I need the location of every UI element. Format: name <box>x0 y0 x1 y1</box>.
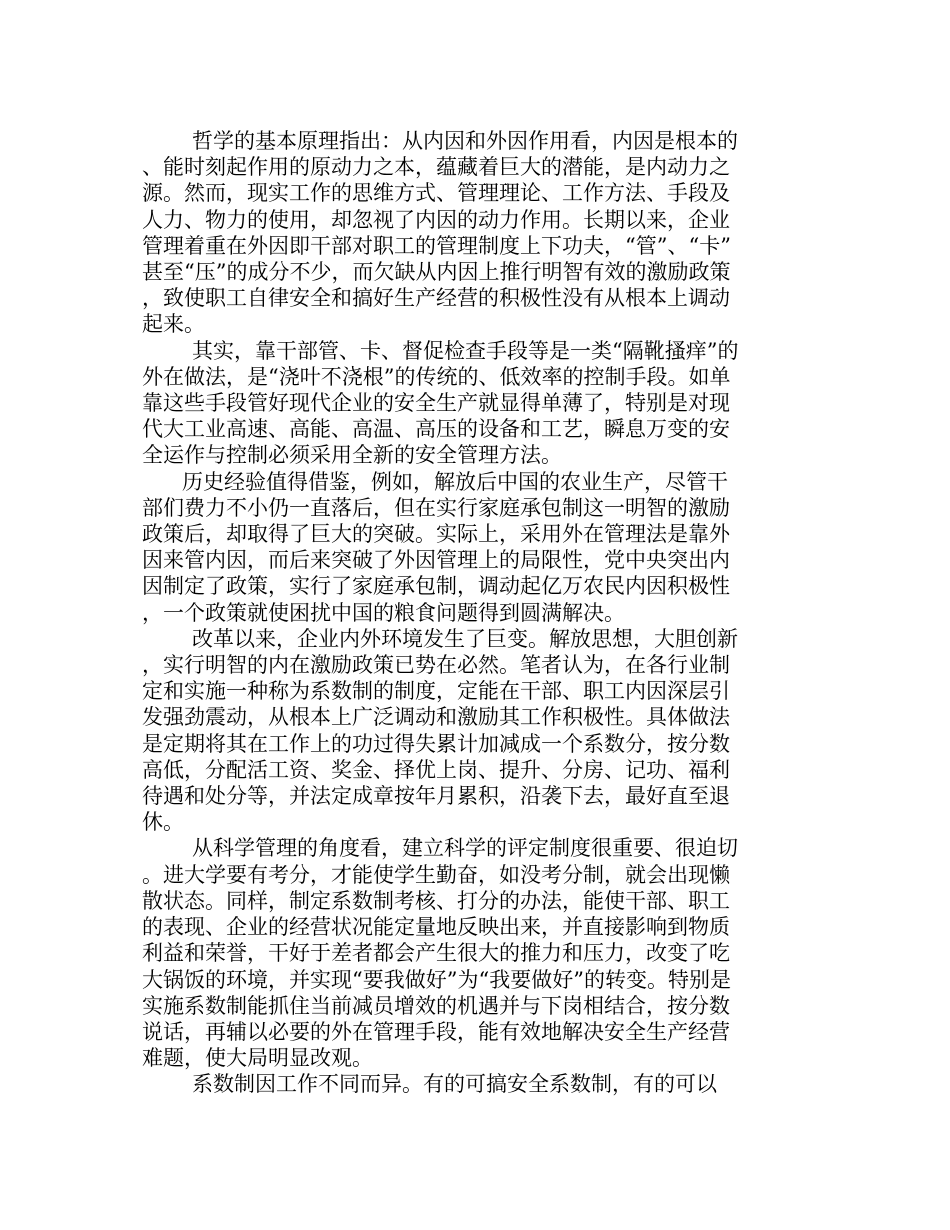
article-body <box>142 128 742 1098</box>
paragraph-5: 从科学管理的角度看，建立科学的评定制度很重要、很迫切。进大学要有考分，才能使学生勤奋，如没考分制，就会出现懒散状态。同样，制定系数制考核、打分的办法，能使干部、职工的表现、企业的经营状况能定量地反映出来，并直接影响到物质利益和荣誉，干好于差者都会产生很大的推力和压力，改变了吃大锅饭的环境，并实现“要我做好”为“我要做好”的转变。特别是实施系数制能抓住当前减员增效的机遇并与下岗相结合，按分数说话，再辅以必要的外在管理手段，能有效地解决安全生产经营难题，使大局明显改观。 <box>142 836 738 1071</box>
paragraph-2: 其实，靠干部管、卡、督促检查手段等是一类“隔靴搔痒”的外在做法，是“浇叶不浇根”的传统的、低效率的控制手段。如单靠这些手段管好现代企业的安全生产就显得单薄了，特别是对现代大工业高速、高能、高温、高压的设备和工艺，瞬息万变的安全运作与控制必须采用全新的安全管理方法。 <box>142 338 739 468</box>
paragraph-6: 系数制因工作不同而异。有的可搞安全系数制，有的可以 <box>192 1072 717 1097</box>
paragraph-1: 哲学的基本原理指出：从内因和外因作用看，内因是根本的、能时刻起作用的原动力之本，蕴藏着巨大的潜能，是内动力之源。然而，现实工作的思维方式、管理理论、工作方法、手段及人力、物力的使用，却忽视了内因的动力作用。长期以来，企业管理着重在外因即干部对职工的管理制度上下功夫，“管”、“卡”甚至“压”的成分不少，而欠缺从内因上推行明智有效的激励政策，致使职工自律安全和搞好生产经营的积极性没有从根本上调动起来。 <box>142 129 738 337</box>
paragraph-3: 历史经验值得借鉴，例如，解放后中国的农业生产，尽管干部们费力不小仍一直落后，但在实行家庭承包制这一明智的激励政策后，却取得了巨大的突破。实际上，采用外在管理法是靠外因来管内因，而后来突破了外因管理上的局限性，党中央突出内因制定了政策，实行了家庭承包制，调动起亿万农民内因积极性，一个政策就使困扰中国的粮食问题得到圆满解决。 <box>142 469 730 625</box>
paragraph-4: 改革以来，企业内外环境发生了巨变。解放思想，大胆创新，实行明智的内在激励政策已势在必然。笔者认为，在各行业制定和实施一种称为系数制的制度，定能在干部、职工内因深层引发强劲震动，从根本上广泛调动和激励其工作积极性。具体做法是定期将其在工作上的功过得失累计加减成一个系数分，按分数高低，分配活工资、奖金、择优上岗、提升、分房、记功、福利待遇和处分等，并法定成章按年月累积，沿袭下去，最好直至退休。 <box>142 626 738 835</box>
